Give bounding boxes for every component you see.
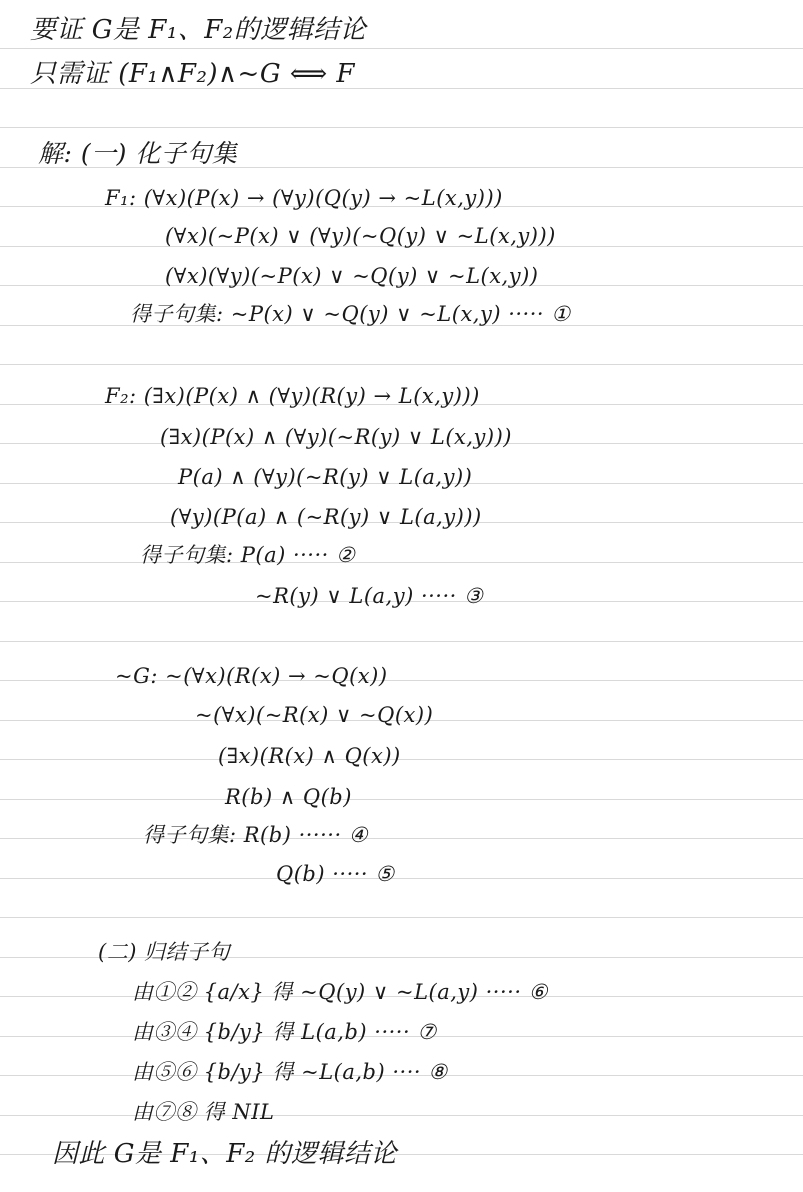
f1-line-2: (∀x)(~P(x) ∨ (∀y)(~Q(y) ∨ ~L(x,y))) — [165, 224, 556, 248]
ruled-line — [0, 1115, 803, 1116]
f2-clause-2: ~R(y) ∨ L(a,y) ····· ③ — [255, 584, 484, 608]
f1-line-3: (∀x)(∀y)(~P(x) ∨ ~Q(y) ∨ ~L(x,y)) — [165, 264, 539, 288]
conclusion: 因此 G是 F₁、F₂ 的逻辑结论 — [52, 1139, 397, 1169]
ruled-line — [0, 878, 803, 879]
f2-line-2: (∃x)(P(x) ∧ (∀y)(~R(y) ∨ L(x,y))) — [160, 425, 512, 449]
intro-line-2: 只需证 (F₁∧F₂)∧~G ⟺ F — [30, 59, 355, 89]
section-2-heading: (二) 归结子句 — [98, 940, 231, 964]
ruled-line — [0, 641, 803, 642]
f2-line-1: F₂: (∃x)(P(x) ∧ (∀y)(R(y) → L(x,y))) — [105, 384, 480, 408]
resolution-step-1: 由①② {a/x} 得 ~Q(y) ∨ ~L(a,y) ····· ⑥ — [132, 980, 549, 1004]
ruled-line — [0, 759, 803, 760]
resolution-step-4: 由⑦⑧ 得 NIL — [132, 1100, 275, 1124]
resolution-step-2: 由③④ {b/y} 得 L(a,b) ····· ⑦ — [132, 1020, 437, 1044]
f2-clause-1: 得子句集: P(a) ····· ② — [140, 543, 356, 567]
f1-clause: 得子句集: ~P(x) ∨ ~Q(y) ∨ ~L(x,y) ····· ① — [130, 302, 571, 326]
ruled-line — [0, 127, 803, 128]
ruled-line — [0, 364, 803, 365]
g-clause-1: 得子句集: R(b) ······ ④ — [143, 823, 369, 847]
ruled-line — [0, 838, 803, 839]
g-clause-2: Q(b) ····· ⑤ — [276, 862, 395, 886]
g-line-1: ~G: ~(∀x)(R(x) → ~Q(x)) — [115, 664, 388, 688]
ruled-line — [0, 562, 803, 563]
f1-line-1: F₁: (∀x)(P(x) → (∀y)(Q(y) → ~L(x,y))) — [105, 186, 503, 210]
ruled-line — [0, 917, 803, 918]
section-1-heading: 解: (一) 化子句集 — [38, 139, 238, 168]
g-line-4: R(b) ∧ Q(b) — [225, 785, 352, 809]
ruled-line — [0, 48, 803, 49]
g-line-2: ~(∀x)(~R(x) ∨ ~Q(x)) — [195, 703, 434, 727]
g-line-3: (∃x)(R(x) ∧ Q(x)) — [218, 744, 401, 768]
resolution-step-3: 由⑤⑥ {b/y} 得 ~L(a,b) ···· ⑧ — [132, 1060, 448, 1084]
f2-line-4: (∀y)(P(a) ∧ (~R(y) ∨ L(a,y))) — [170, 505, 482, 529]
intro-line-1: 要证 G是 F₁、F₂的逻辑结论 — [30, 15, 367, 45]
f2-line-3: P(a) ∧ (∀y)(~R(y) ∨ L(a,y)) — [178, 465, 473, 489]
ruled-line — [0, 799, 803, 800]
